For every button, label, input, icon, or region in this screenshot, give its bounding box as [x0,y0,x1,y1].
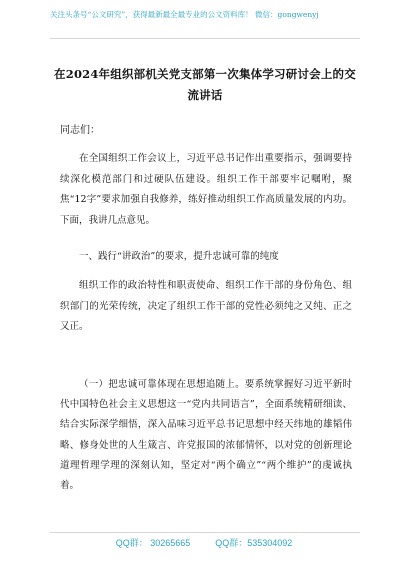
header-divider [50,38,360,39]
document-title: 在2024年组织部机关党支部第一次集体学习研讨会上的交流讲话 [54,67,356,102]
header-banner [0,10,408,46]
banner-notice: 关注头条号“公文研究”，获得最新最全最专业的公文资料库！ 微信：gongwenyj [50,10,319,19]
paragraph-subsection-one: （一）把忠诚可靠体现在思想追随上。要系统掌握好习近平新时代中国特色社会主义思想这一“党内共同语言”，全面系统精研细读、结合实际深学细悟，深入品味习近平总书记思想中经天纬地的雄韬伟略、修身处世的人生箴言、许党报国的浓郁情怀，以对党的创新理论道理哲理学理的深刻认知，坚定对“两个确立”“两个维护”的虔诚执着。 [60,379,352,492]
footer-divider [50,532,360,533]
salutation: 同志们： [60,125,100,136]
paragraph-section-intro: 组织工作的政治特性和职责使命、组织工作干部的身份角色、组织部门的光荣传统，决定了组织工作干部的党性必须纯之又纯、正之又正。 [60,280,352,332]
footer-contact: QQ群： 30265665 QQ群：535304092 [115,538,293,548]
paragraph-intro: 在全国组织工作会议上，习近平总书记作出重要指示，强调要持续深化模范部门和过硬队伍建设。组织工作干部要牢记嘱咐，聚焦“12字”要求加强自我修养，练好推动组织工作高质量发展的内功。下面，我讲几点意见。 [60,153,352,226]
section-heading: 一、践行“讲政治”的要求，提升忠诚可靠的纯度 [79,251,279,262]
